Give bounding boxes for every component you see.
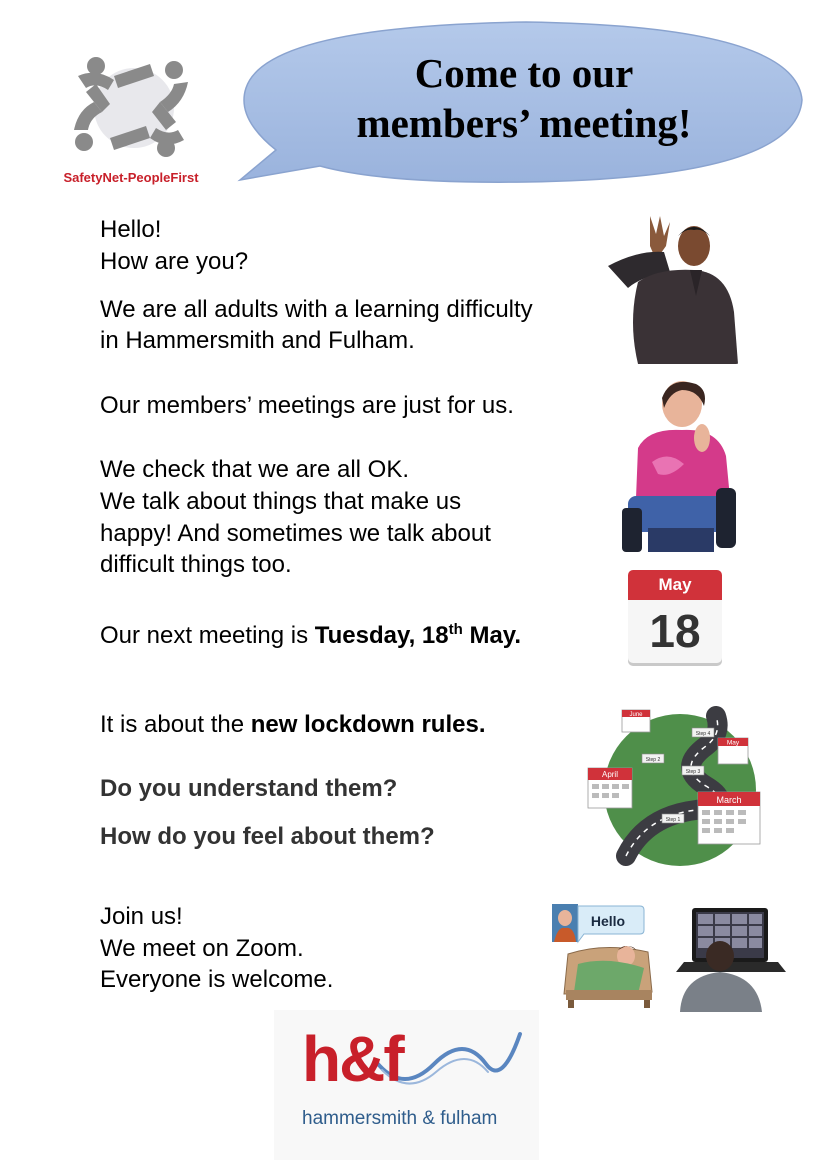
page-title — [264, 48, 784, 148]
roadmap-step1: Step 1 — [665, 817, 681, 823]
question-2: How do you feel about them? — [100, 823, 435, 850]
check-line-2: We talk about things that make us — [100, 488, 462, 515]
topic-prefix: It is about the — [100, 711, 251, 738]
roadmap-may: May — [726, 739, 740, 747]
logo-text: SafetyNet-PeopleFirst — [63, 170, 199, 185]
roadmap-step3: Step 3 — [685, 769, 701, 775]
speech-bubble — [236, 18, 804, 190]
check-line-4: difficult things too. — [100, 551, 292, 578]
next-meeting-ordinal: th — [448, 621, 463, 638]
roadmap-june: June — [629, 712, 643, 718]
question-1: Do you understand them? — [100, 775, 398, 802]
roadmap-step2: Step 2 — [645, 757, 661, 763]
roadmap-image — [586, 706, 762, 866]
join-line-1: Join us! — [100, 903, 183, 930]
hf-mark: h&f — [302, 1023, 403, 1095]
next-meeting-month: May. — [462, 622, 522, 649]
question: How are you? — [100, 248, 249, 275]
calendar-month: May — [628, 570, 722, 600]
sofa-hello-image — [548, 902, 660, 1010]
roadmap-april: April — [601, 770, 619, 779]
title-line-2: members’ meeting! — [356, 100, 692, 146]
join-line-2: We meet on Zoom. — [100, 935, 304, 962]
about-line-1: We are all adults with a learning difficulty — [100, 296, 533, 323]
members-text: Our members’ meetings are just for us. — [100, 392, 514, 419]
next-meeting-prefix: Our next meeting is — [100, 622, 315, 649]
title-line-1: Come to our — [414, 50, 634, 96]
zoom-hello: Hello — [590, 913, 626, 929]
hf-name: hammersmith & fulham — [302, 1108, 498, 1129]
check-line-3: happy! And sometimes we talk about — [100, 520, 491, 547]
calendar-day: 18 — [628, 600, 722, 663]
hf-logo — [274, 1010, 539, 1160]
people-circle-icon — [56, 50, 206, 168]
safetynet-logo — [56, 50, 206, 190]
waving-man-image — [598, 212, 740, 364]
roadmap-march: March — [716, 795, 742, 805]
roadmap-step4: Step 4 — [695, 731, 711, 737]
calendar-icon — [628, 570, 722, 666]
next-meeting — [100, 614, 521, 651]
topic-bold: new lockdown rules. — [250, 711, 486, 738]
laptop-zoom-image — [672, 906, 790, 1012]
check-line-1: We check that we are all OK. — [100, 456, 410, 483]
next-meeting-day: Tuesday, 18 — [314, 622, 449, 649]
greeting: Hello! — [100, 216, 162, 243]
woman-wheelchair-image — [618, 378, 740, 554]
about-line-2: in Hammersmith and Fulham. — [100, 327, 415, 354]
join-line-3: Everyone is welcome. — [100, 966, 334, 993]
topic — [100, 709, 485, 740]
